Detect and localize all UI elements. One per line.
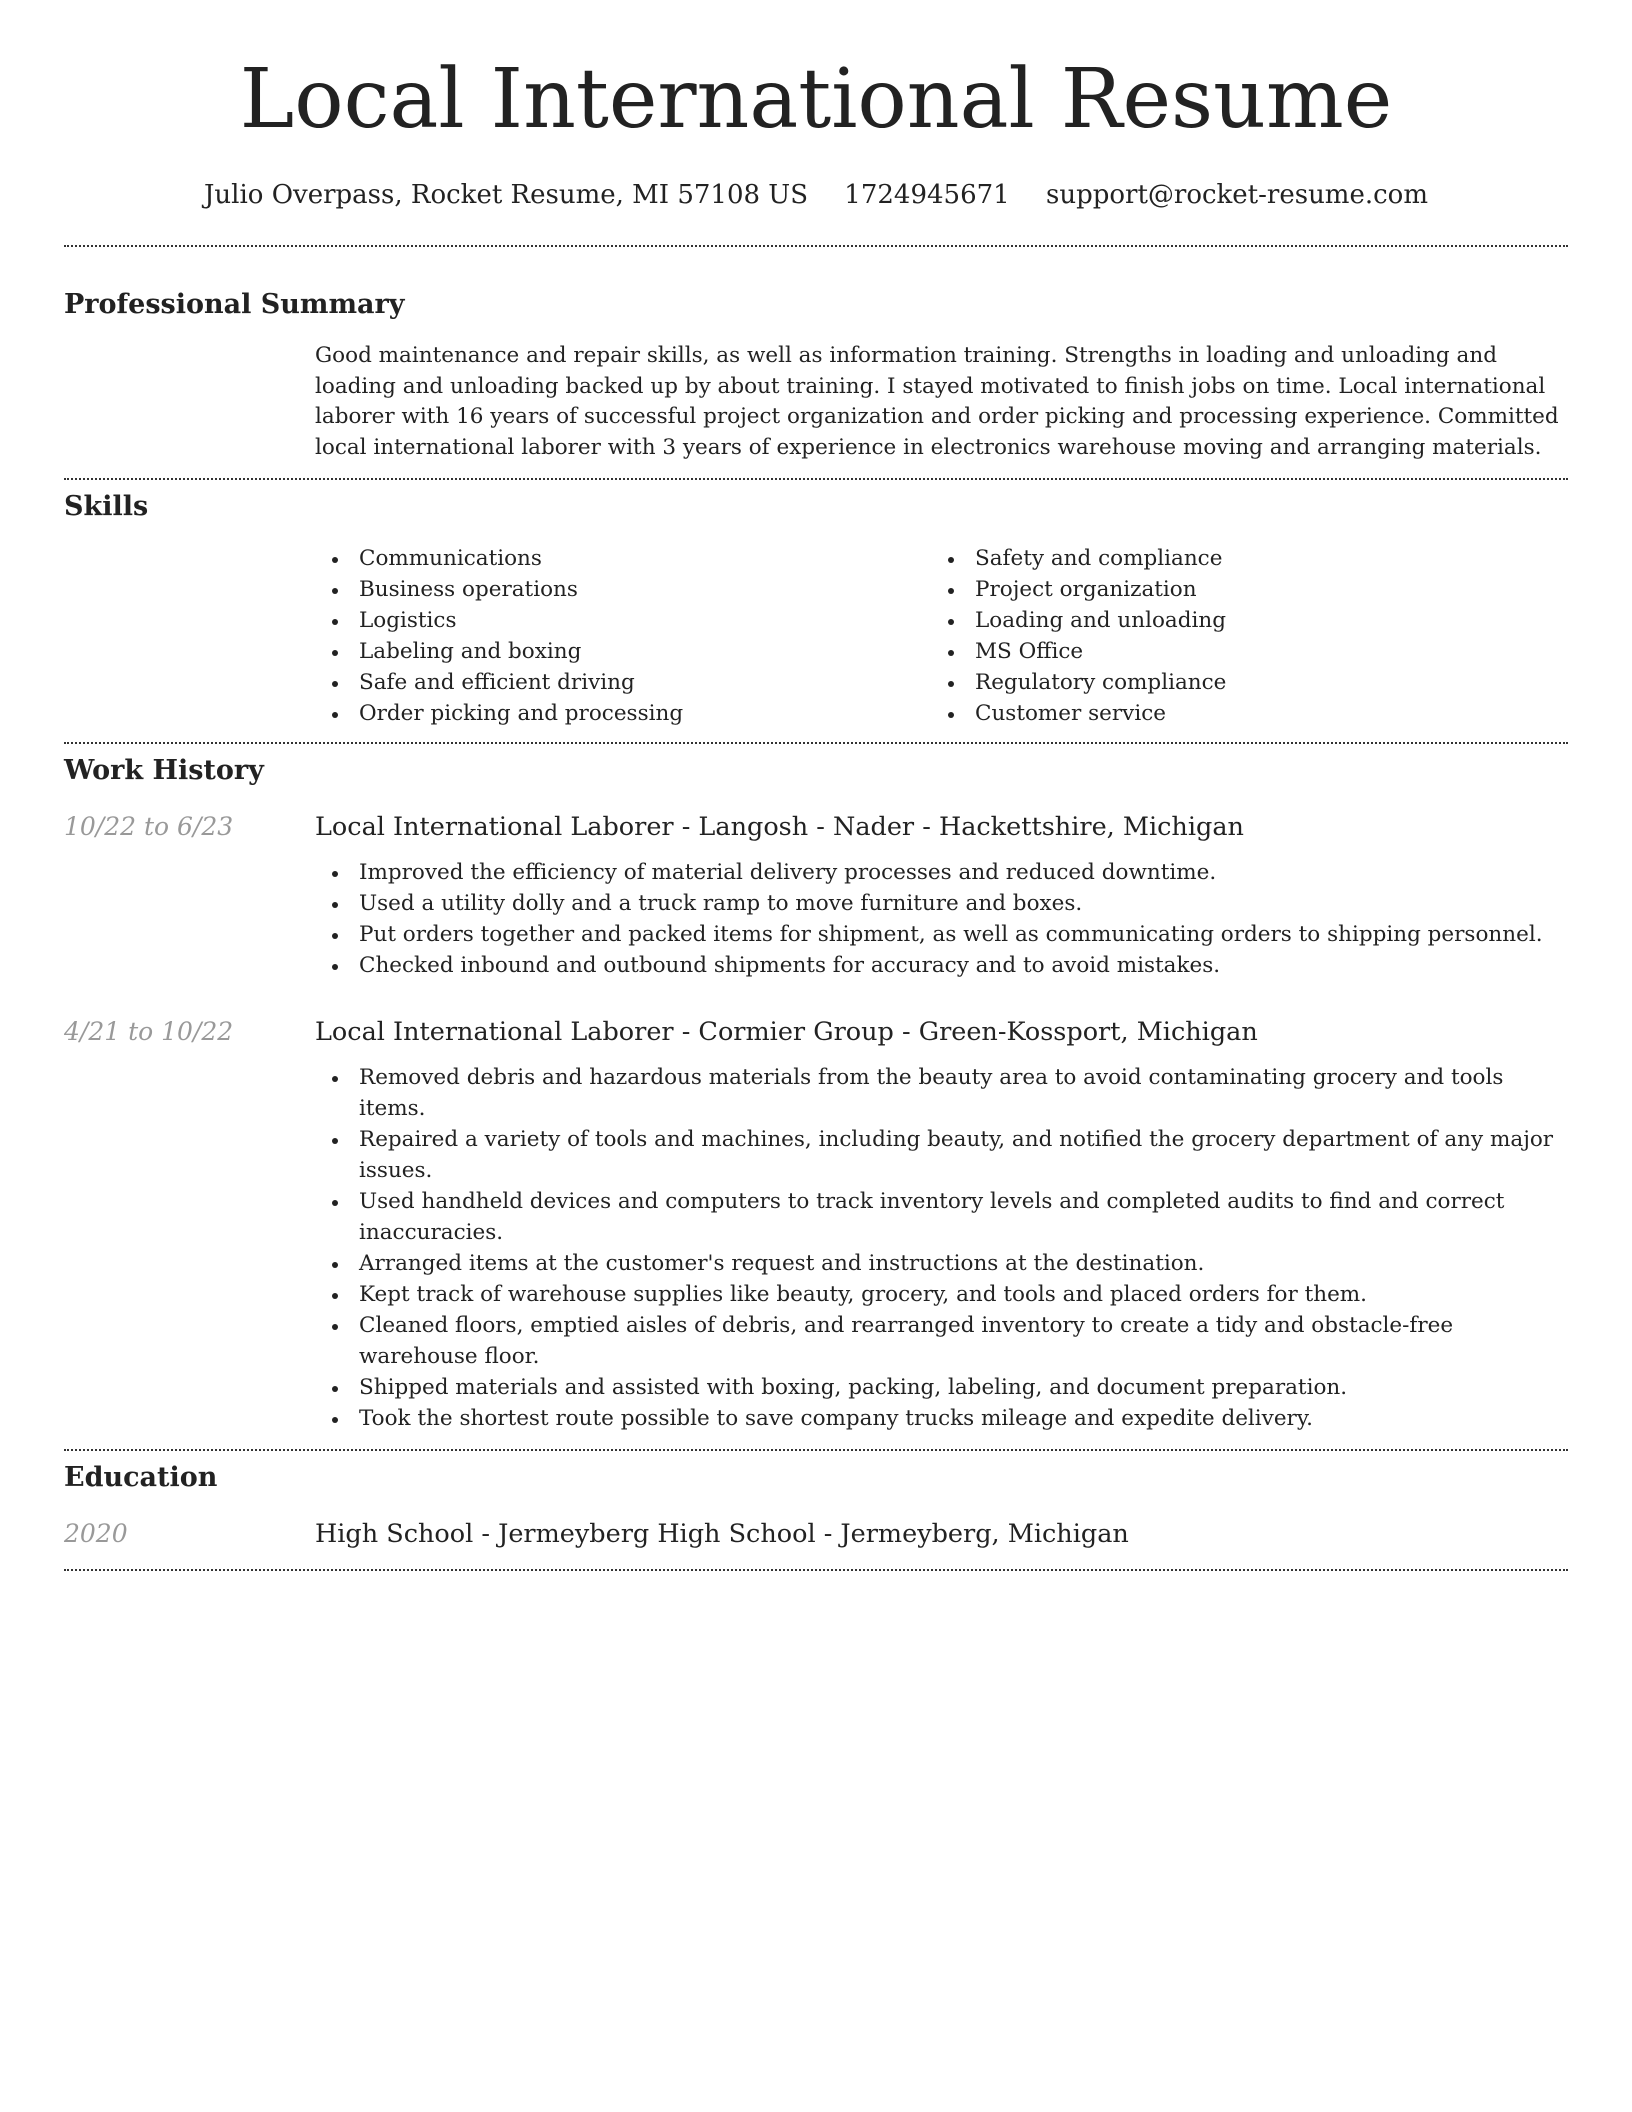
skills-list-right — [931, 543, 1547, 729]
skills-heading: Skills — [64, 491, 149, 522]
divider — [64, 478, 1568, 480]
job-title: Local International Laborer - Langosh - Nader - Hackettshire, Michigan — [315, 812, 1244, 842]
duty-item: Cleaned floors, emptied aisles of debris, and rearranged inventory to create a tidy and obstacle-free warehouse floor. — [315, 1310, 1568, 1372]
job-duties — [315, 857, 1568, 981]
duty-item: Kept track of warehouse supplies like beauty, grocery, and tools and placed orders for them. — [315, 1279, 1568, 1310]
skill-item: Labeling and boxing — [315, 636, 931, 667]
skills-section — [64, 490, 1568, 729]
skills-list-left — [315, 543, 931, 729]
education-section — [64, 1461, 1568, 1551]
resume-title: Local International Resume — [239, 52, 1393, 147]
duty-item: Used a utility dolly and a truck ramp to move furniture and boxes. — [315, 888, 1568, 919]
job-dates: 10/22 to 6/23 — [64, 812, 234, 841]
education-year: 2020 — [64, 1519, 128, 1548]
duty-item: Removed debris and hazardous materials from the beauty area to avoid contaminating grocery and tools items. — [315, 1062, 1568, 1124]
skill-item: Order picking and processing — [315, 698, 931, 729]
skill-item: Logistics — [315, 605, 931, 636]
divider — [64, 1569, 1568, 1571]
contact-line — [64, 178, 1568, 212]
job-entry — [64, 810, 1568, 981]
duty-item: Checked inbound and outbound shipments for accuracy and to avoid mistakes. — [315, 950, 1568, 981]
education-title: High School - Jermeyberg High School - Jermeyberg, Michigan — [315, 1519, 1129, 1549]
skill-item: MS Office — [931, 636, 1547, 667]
duty-item: Put orders together and packed items for shipment, as well as communicating orders to shipping personnel. — [315, 919, 1568, 950]
summary-text: Good maintenance and repair skills, as well as information training. Strengths in loading and unloading and loading and unloading backed up by about training. I stayed motivated to finish jobs on time. Local international laborer with 16 years of successful project organization and order picking and processing experience. Committed local international laborer with 3 years of experience in electronics warehouse moving and arranging materials. — [315, 343, 1559, 460]
duty-item: Took the shortest route possible to save company trucks mileage and expedite delivery. — [315, 1403, 1568, 1434]
duty-item: Shipped materials and assisted with boxing, packing, labeling, and document preparation. — [315, 1372, 1568, 1403]
skill-item: Business operations — [315, 574, 931, 605]
job-entry — [64, 1015, 1568, 1434]
divider — [64, 742, 1568, 744]
duty-item: Arranged items at the customer's request and instructions at the destination. — [315, 1248, 1568, 1279]
education-entry — [64, 1517, 1568, 1551]
job-duties — [315, 1062, 1568, 1434]
job-title: Local International Laborer - Cormier Group - Green-Kossport, Michigan — [315, 1017, 1258, 1047]
skill-item: Communications — [315, 543, 931, 574]
skill-item: Customer service — [931, 698, 1547, 729]
skill-item: Loading and unloading — [931, 605, 1547, 636]
duty-item: Repaired a variety of tools and machines, including beauty, and notified the grocery department of any major issues. — [315, 1124, 1568, 1186]
job-header — [64, 1015, 1568, 1049]
duty-item: Improved the efficiency of material delivery processes and reduced downtime. — [315, 857, 1568, 888]
skill-item: Project organization — [931, 574, 1547, 605]
divider — [64, 1449, 1568, 1451]
work-history-section — [64, 754, 1568, 1434]
summary-heading: Professional Summary — [64, 289, 405, 320]
job-dates: 4/21 to 10/22 — [64, 1017, 234, 1046]
education-heading: Education — [64, 1462, 218, 1493]
skill-item: Safety and compliance — [931, 543, 1547, 574]
work-history-heading: Work History — [64, 755, 264, 786]
skill-item: Safe and efficient driving — [315, 667, 931, 698]
contact-phone[interactable]: 1724945671 — [844, 180, 1010, 210]
job-header — [64, 810, 1568, 844]
divider — [64, 245, 1568, 247]
contact-email[interactable]: support@rocket-resume.com — [1045, 180, 1428, 210]
skills-grid — [315, 543, 1568, 729]
contact-address: Julio Overpass, Rocket Resume, MI 57108 US — [204, 180, 809, 210]
duty-item: Used handheld devices and computers to track inventory levels and completed audits to find and correct inaccuracies. — [315, 1186, 1568, 1248]
skill-item: Regulatory compliance — [931, 667, 1547, 698]
summary-section — [64, 288, 1568, 463]
